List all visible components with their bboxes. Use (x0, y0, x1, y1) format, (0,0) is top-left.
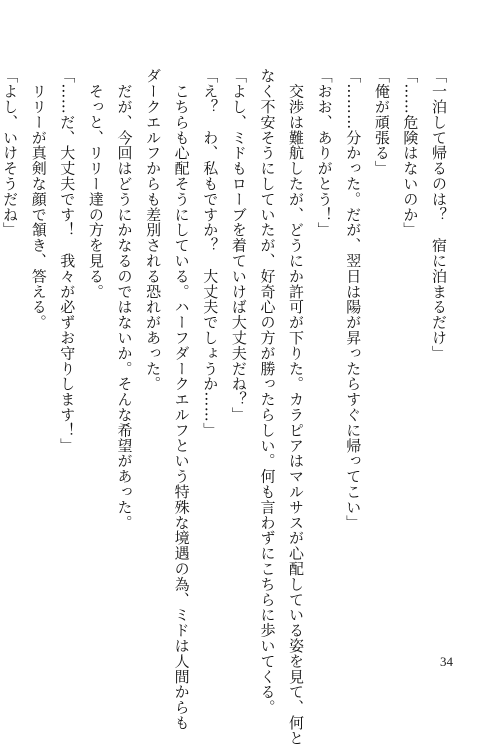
text-line: 「え？ わ、私もですか？ 大丈夫でしょうか……」 (201, 68, 220, 438)
text-line: そっと、リリー達の方を見る。 (86, 68, 105, 299)
text-line: なく不安そうにしていたが、好奇心の方が勝ったらしい。何も言わずにこちらに歩いてくる。 (258, 68, 277, 715)
text-line: 「……危険はないのか」 (401, 68, 420, 238)
text-line: 「よし、いけそうだね」 (1, 68, 20, 238)
text-line: 「よし、ミドもローブを着ていけば大丈夫だね？」 (229, 68, 248, 423)
text-line: だが、今回はどうにかなるのではないか。そんな希望があった。 (115, 68, 134, 530)
page-number: 34 (440, 654, 453, 669)
text-line: 「一泊して帰るのは？ 宿に泊まるだけ」 (430, 68, 448, 361)
text-line: 交渉は難航したが、どうにか許可が下りた。カラピアはマルサスが心配している姿を見て、何と (287, 68, 306, 746)
text-line: 「おお、ありがとう！」 (315, 68, 334, 238)
text-line: ダークエルフからも差別される恐れがあった。 (144, 68, 163, 392)
text-line: こちらも心配そうにしている。ハーフダークエルフという特殊な境遇の為、ミドは人間からも (172, 68, 191, 731)
text-line: 「……だ、大丈夫です！ 我々が必ずお守りします！」 (58, 68, 77, 453)
text-line: 「………分かった。だが、翌日は陽が昇ったらすぐに帰ってこい」 (344, 68, 363, 530)
text-line: リリーが真剣な顔で頷き、答える。 (29, 68, 48, 330)
text-line: 「俺が頑張る」 (372, 68, 391, 176)
